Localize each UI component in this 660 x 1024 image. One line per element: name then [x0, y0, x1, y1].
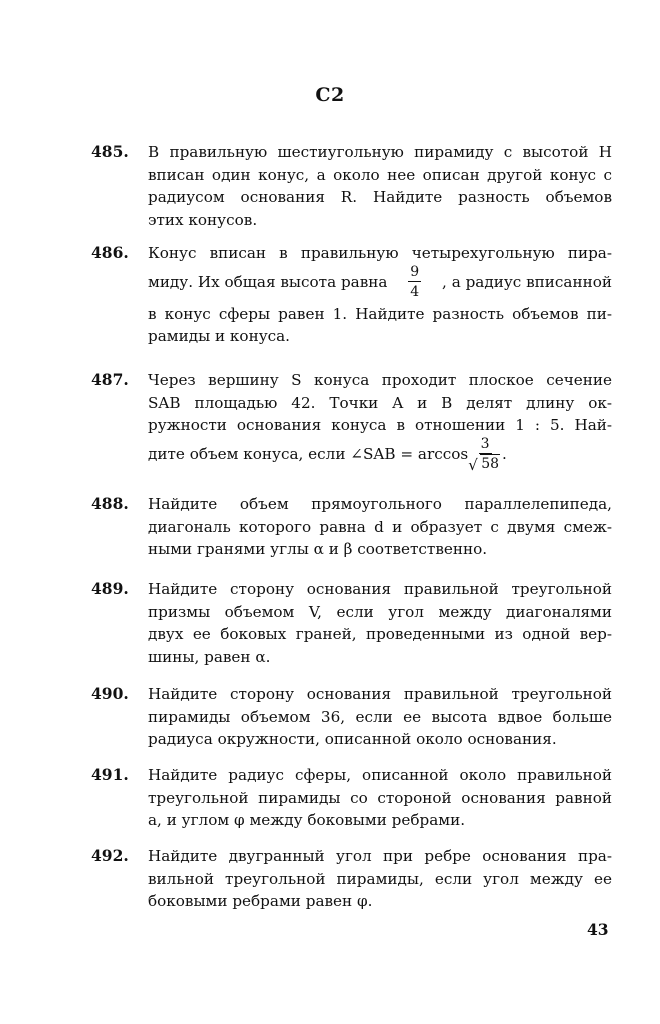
- problem-line-part: , а радиус вписанной: [442, 272, 612, 291]
- fraction-denominator: 4: [410, 283, 420, 300]
- problem-line: Найдите двугранный угол при ребре основания пра-: [148, 847, 612, 865]
- problem-line: треугольной пирамиды со стороной основания равной: [148, 788, 612, 807]
- problem-line: призмы объемом V, если угол между диагоналями: [148, 602, 612, 621]
- radicand: 58: [481, 455, 500, 472]
- problem-line: Найдите объем прямоугольного параллелепипеда,: [148, 495, 612, 513]
- problem-text: [148, 845, 612, 913]
- problem-line: в конус сферы равен 1. Найдите разность объемов пи-: [148, 304, 612, 323]
- problem-text: [148, 369, 612, 477]
- problem-line: радиуса окружности, описанной около основания.: [148, 730, 557, 748]
- fraction-numerator: 3: [480, 435, 490, 452]
- problem-line: вильной треугольной пирамиды, если угол между ее: [148, 869, 612, 888]
- fraction: [408, 265, 421, 299]
- problem-line: рамиды и конуса.: [148, 327, 291, 345]
- fraction-denominator: [470, 454, 500, 471]
- problem-line-part: миду. Их общая высота равна: [148, 272, 388, 291]
- problem-text: [148, 683, 612, 751]
- problem-line: пирамиды объемом 36, если ее высота вдвое больше: [148, 707, 612, 726]
- problem-line: Найдите сторону основания правильной треугольной: [148, 685, 612, 703]
- problem-number: 485.: [91, 142, 129, 161]
- problem-line: этих конусов.: [148, 210, 258, 229]
- problem-text: [148, 242, 612, 348]
- problem-line: SAB площадью 42. Точки A и B делят длину ок-: [148, 393, 612, 412]
- fraction: [470, 437, 500, 471]
- problem-number: 490.: [91, 684, 129, 703]
- problem-number: 492.: [91, 846, 129, 865]
- problem-text: [148, 141, 612, 231]
- problem-line: ными гранями углы α и β соответственно.: [148, 540, 488, 558]
- problem-text: [148, 578, 612, 668]
- fraction-numerator: 9: [410, 263, 420, 280]
- problem-number: 488.: [91, 494, 129, 513]
- problem-line-part: дите объем конуса, если ∠SAB = arccos: [148, 444, 469, 463]
- section-title: С2: [315, 84, 345, 106]
- problem-line-with-fraction: [148, 431, 612, 477]
- problem-line: вписан один конус, а около нее описан другой конус с: [148, 165, 612, 184]
- page-number: 43: [587, 920, 609, 939]
- problem-number: 491.: [91, 765, 129, 784]
- problem-line: ружности основания конуса в отношении 1 : 5. Най-: [148, 416, 612, 434]
- problem-number: 487.: [91, 370, 129, 389]
- problem-line: Через вершину S конуса проходит плоское сечение: [148, 371, 612, 389]
- problem-line: Конус вписан в правильную четырехугольную пира-: [148, 244, 612, 262]
- problem-line: В правильную шестиугольную пирамиду с высотой H: [148, 143, 612, 161]
- problem-line-part: .: [502, 444, 507, 463]
- square-root: [470, 457, 500, 471]
- problem-line: Найдите радиус сферы, описанной около правильной: [148, 766, 612, 784]
- problem-line: Найдите сторону основания правильной треугольной: [148, 580, 612, 598]
- problem-number: 486.: [91, 243, 129, 262]
- problem-text: [148, 764, 612, 832]
- problem-line: a, и углом φ между боковыми ребрами.: [148, 811, 466, 829]
- problem-line: двух ее боковых граней, проведенными из одной вер-: [148, 625, 612, 643]
- problem-line-with-fraction: [148, 259, 612, 305]
- problem-number: 489.: [91, 579, 129, 598]
- problem-text: [148, 493, 612, 561]
- problem-line: диагональ которого равна d и образует с двумя смеж-: [148, 517, 612, 536]
- problem-line: боковыми ребрами равен φ.: [148, 892, 373, 910]
- problem-line: радиусом основания R. Найдите разность объемов: [148, 188, 612, 206]
- problem-line: шины, равен α.: [148, 647, 271, 666]
